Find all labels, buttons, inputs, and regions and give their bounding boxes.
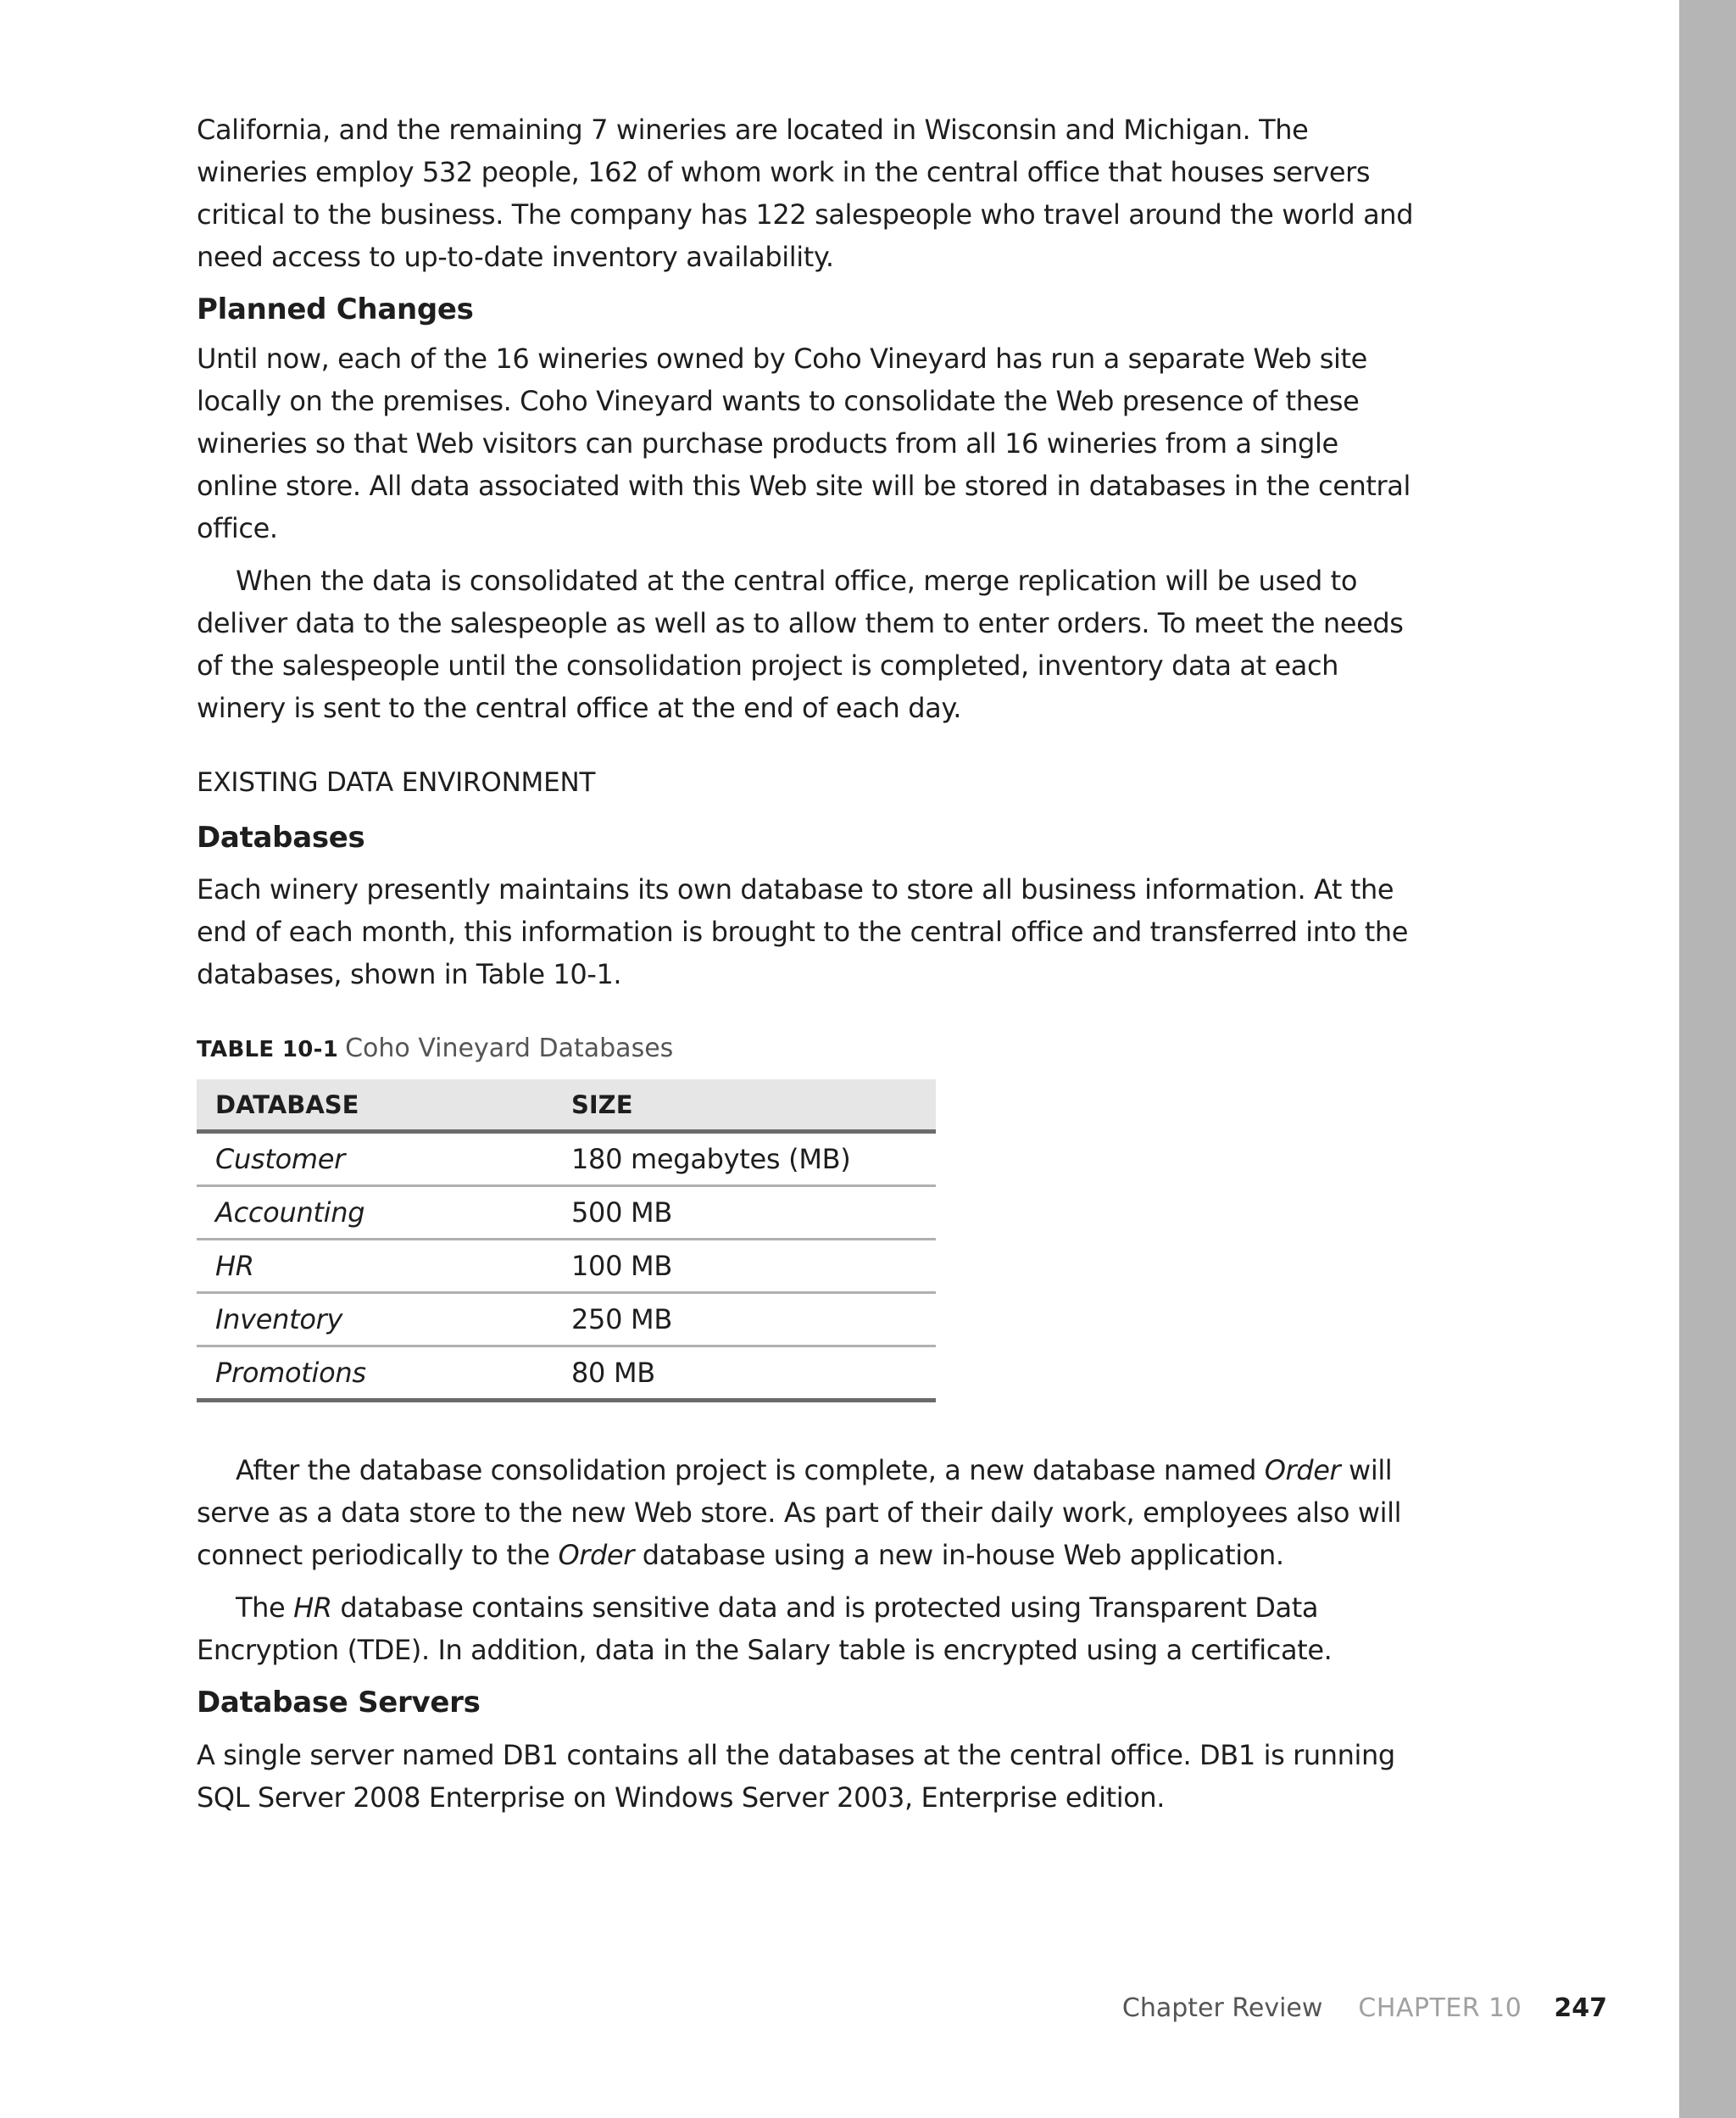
paragraph-hr-database (197, 1586, 1417, 1671)
column-header-size: SIZE (553, 1079, 936, 1132)
text-fragment: After the database consolidation project is complete, a new database named (236, 1454, 1265, 1486)
cell-size: 100 MB (553, 1240, 936, 1293)
databases-table (197, 1079, 936, 1402)
table-row (197, 1346, 936, 1401)
paragraph-planned-changes: Until now, each of the 16 wineries owned by Coho Vineyard has run a separate Web site locally on the premises. Coho Vineyard wants to consolidate the Web presence of these wineries so that Web visitors can purchase products from all 16 wineries from a single online store. All data associated with this Web site will be stored in databases in the central office. (197, 343, 1410, 544)
footer-section-title: Chapter Review (1121, 1993, 1323, 2023)
table-row (197, 1240, 936, 1293)
text-italic-hr: HR (293, 1591, 332, 1624)
cell-database: Accounting (197, 1186, 553, 1240)
table-row (197, 1186, 936, 1240)
table-caption-title: Coho Vineyard Databases (345, 1034, 674, 1063)
paragraph-order-database (197, 1449, 1417, 1576)
page-footer (1122, 1992, 1607, 2026)
cell-database: Promotions (197, 1346, 553, 1401)
cell-size: 180 megabytes (MB) (553, 1132, 936, 1186)
paragraph-database-servers: A single server named DB1 contains all the databases at the central office. DB1 is running SQL Server 2008 Enterprise on Windows Server 2003, Enterprise edition. (197, 1739, 1395, 1814)
cell-size: 250 MB (553, 1293, 936, 1346)
text-italic-order: Order (558, 1539, 634, 1571)
cell-size: 500 MB (553, 1186, 936, 1240)
paragraph-consolidation: When the data is consolidated at the central office, merge replication will be used to deliver data to the salespeople as well as to allow them to enter orders. To meet the needs of the salespeople until the consolidation project is completed, inventory data at each winery is sent to the central office at the end of each day. (197, 565, 1404, 724)
table-header-row (197, 1079, 936, 1132)
text-fragment: database using a new in-house Web application. (633, 1539, 1284, 1571)
cell-database: HR (197, 1240, 553, 1293)
heading-existing-data-environment: EXISTING DATA ENVIRONMENT (197, 767, 596, 798)
cell-database: Customer (197, 1132, 553, 1186)
text-fragment: The (236, 1591, 294, 1624)
footer-chapter: CHAPTER 10 (1358, 1993, 1522, 2023)
table-caption-label: TABLE 10-1 (197, 1037, 339, 1062)
text-fragment: will serve as a data store to the new Web store. As part of their daily work, employees also will connect periodically to the (197, 1454, 1402, 1571)
page-number: 247 (1554, 1993, 1607, 2023)
heading-planned-changes: Planned Changes (197, 293, 474, 326)
page-content (197, 109, 1417, 1819)
text-fragment: database contains sensitive data and is protected using Transparent Data Encryption (TDE). In addition, data in the Salary table is encrypted using a certificate. (197, 1591, 1333, 1666)
paragraph-databases: Each winery presently maintains its own database to store all business information. At the end of each month, this information is brought to the central office and transferred into the databases, shown in Table 10-1. (197, 873, 1409, 990)
heading-databases: Databases (197, 821, 365, 855)
cell-size: 80 MB (553, 1346, 936, 1401)
heading-database-servers: Database Servers (197, 1686, 481, 1719)
table-caption (197, 1033, 1417, 1066)
paragraph-intro: California, and the remaining 7 wineries are located in Wisconsin and Michigan. The wineries employ 532 people, 162 of whom work in the central office that houses servers critical to the business. The company has 122 salespeople who travel around the world and need access to up-to-date inventory availability. (197, 114, 1414, 273)
table-row (197, 1293, 936, 1346)
column-header-database: DATABASE (197, 1079, 553, 1132)
cell-database: Inventory (197, 1293, 553, 1346)
page-edge-strip (1679, 0, 1736, 2118)
table-row (197, 1132, 936, 1186)
text-italic-order: Order (1264, 1454, 1341, 1486)
